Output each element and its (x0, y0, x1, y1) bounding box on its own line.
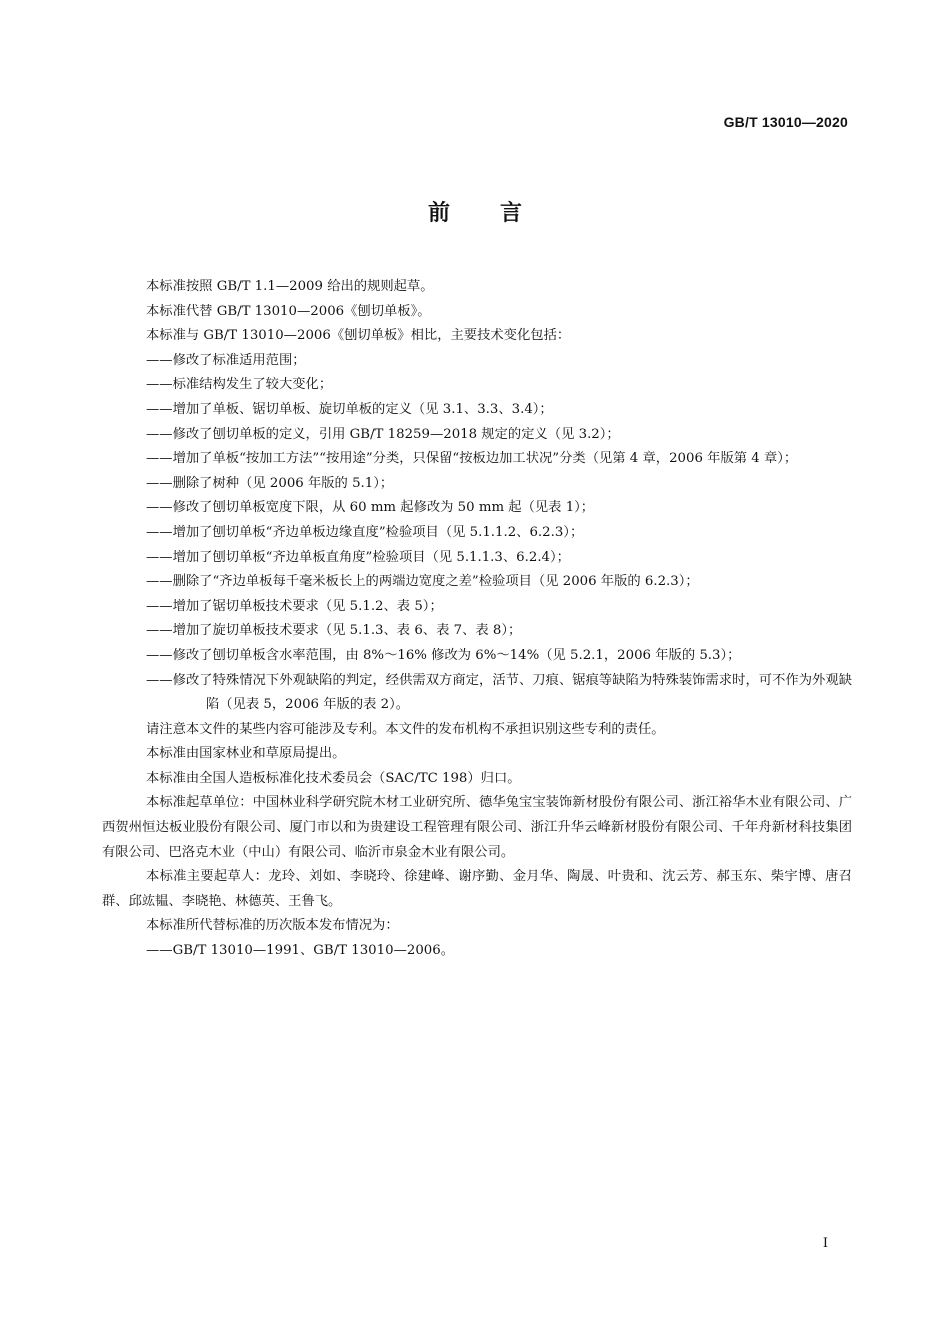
page-title: 前言 (427, 201, 572, 226)
drafting-rule-paragraph: 本标准按照 GB/T 1.1—2009 给出的规则起草。 (146, 279, 434, 294)
standard-number: GB/T 13010—2020 (723, 114, 848, 130)
change-item: ——修改了特殊情况下外观缺陷的判定，经供需双方商定，活节、刀痕、锯痕等缺陷为特殊装饰需求时，可不作为外观缺陷（见表 5，2006 年版的表 2）。 (146, 672, 852, 713)
page-number: I (822, 1236, 828, 1251)
change-item: ——增加了单板、锯切单板、旋切单板的定义（见 3.1、3.3、3.4）； (146, 401, 553, 417)
change-item: ——增加了旋切单板技术要求（见 5.1.3、表 6、表 7、表 8）； (146, 623, 522, 639)
change-item: ——删除了树种（见 2006 年版的 5.1）； (146, 475, 394, 491)
history-intro-paragraph: 本标准所代替标准的历次版本发布情况为： (146, 918, 399, 934)
foreword-body (102, 275, 852, 964)
replacement-paragraph: 本标准代替 GB/T 13010—2006《刨切单板》。 (146, 303, 431, 319)
change-item: ——增加了锯切单板技术要求（见 5.1.2、表 5）； (146, 598, 443, 614)
change-item: ——增加了单板“按加工方法”“按用途”分类，只保留“按板边加工状况”分类（见第 4 章，2006 年版第 4 章）； (146, 451, 798, 467)
drafters-paragraph: 本标准主要起草人：龙玲、刘如、李晓玲、徐建峰、谢序勤、金月华、陶晟、叶贵和、沈云芳、郝玉东、柴宇博、唐召群、邱竑韫、李晓艳、林德英、王鲁飞。 (102, 869, 852, 909)
change-item: ——修改了刨切单板的定义，引用 GB/T 18259—2018 规定的定义（见 3.2）； (146, 426, 620, 442)
change-item: ——修改了刨切单板含水率范围，由 8%～16% 修改为 6%～14%（见 5.2.1，2006 年版的 5.3）； (146, 647, 741, 663)
change-item: ——修改了刨切单板宽度下限，从 60 mm 起修改为 50 mm 起（见表 1）； (146, 500, 595, 516)
drafting-units-paragraph: 本标准起草单位：中国林业科学研究院木材工业研究所、德华兔宝宝装饰新材股份有限公司、浙江裕华木业有限公司、广西贺州恒达板业股份有限公司、厦门市以和为贵建设工程管理有限公司、浙江升华云峰新材股份有限公司、千年舟新材科技集团有限公司、巴洛克木业（中山）有限公司、临沂市泉金木业有限公司。 (102, 795, 852, 860)
change-item: ——修改了标准适用范围； (146, 352, 306, 368)
proposer-paragraph: 本标准由国家林业和草原局提出。 (146, 746, 346, 762)
history-item: ——GB/T 13010—1991、GB/T 13010—2006。 (146, 943, 454, 959)
changes-intro-paragraph: 本标准与 GB/T 13010—2006《刨切单板》相比，主要技术变化包括： (146, 328, 571, 344)
change-item: ——标准结构发生了较大变化； (146, 377, 333, 393)
change-item: ——增加了刨切单板“齐边单板边缘直度”检验项目（见 5.1.1.2、6.2.3）； (146, 524, 584, 540)
change-item: ——删除了“齐边单板每千毫米板长上的两端边宽度之差”检验项目（见 2006 年版的 6.2.3）； (146, 574, 699, 590)
committee-paragraph: 本标准由全国人造板标准化技术委员会（SAC/TC 198）归口。 (146, 770, 521, 786)
patent-notice-paragraph: 请注意本文件的某些内容可能涉及专利。本文件的发布机构不承担识别这些专利的责任。 (146, 721, 665, 737)
change-item: ——增加了刨切单板“齐边单板直角度”检验项目（见 5.1.1.3、6.2.4）； (146, 549, 570, 565)
